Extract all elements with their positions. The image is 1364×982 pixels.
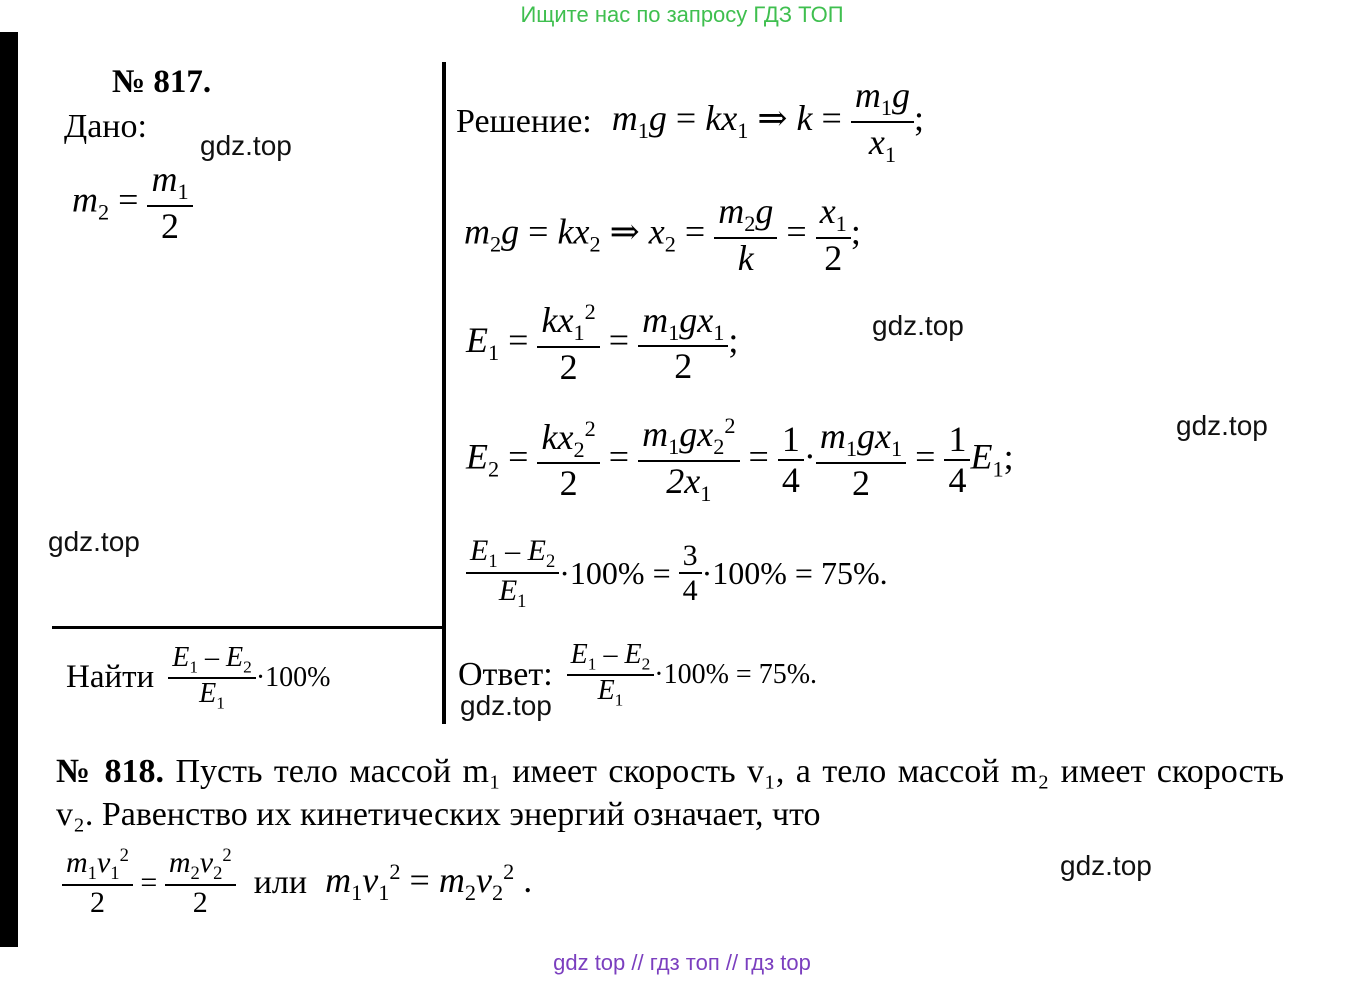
- find-label: Найти: [66, 659, 155, 696]
- percent-line-suffix: ·100% = 75%.: [701, 554, 888, 591]
- watermark-3: gdz.top: [1176, 410, 1268, 441]
- problem-818-text: Пусть тело массой m₁ имеет скорость v₁, а тело массой m₂ имеет скорость v₂. Равенство их кинетических энергий означает, что: [56, 753, 1284, 833]
- vertical-divider: [442, 62, 446, 724]
- problem-818-equation: $\frac{m_1v_1^2}{2}$ = $\frac{m_2v_2^2}{2}$ или $m_1v_1^2 = m_2v_2^2$ .: [62, 846, 532, 919]
- solution-line-4: $E_2$ = $\frac{kx_2^2}{2}$ = $\frac{m_1gx_2^2}{2x_1}$ = $\frac{1}{4}$ · $\frac{m_1gx_1}{2}$ = $\frac{1}{4}$ $E_1$;: [466, 413, 1014, 506]
- top-banner: Ищите нас по запросу ГДЗ ТОП: [520, 2, 844, 27]
- scan-edge: [0, 32, 18, 947]
- problem-818-number: № 818.: [56, 753, 165, 790]
- solution-line-3: $E_1$ = $\frac{kx_1^2}{2}$ = $\frac{m_1gx_1}{2}$ ;: [466, 299, 739, 387]
- problem-817-number: № 817.: [112, 64, 212, 100]
- find-row: [66, 643, 330, 712]
- watermark-1: gdz.top: [200, 130, 292, 161]
- bottom-banner: gdz top // гдз топ // гдз top: [553, 950, 811, 975]
- watermark-2: gdz.top: [872, 310, 964, 341]
- solution-line-5: $\frac{E_1 - E_2}{E_1}$ ·100% = $\frac{3}{4}$ ·100% = 75%.: [466, 534, 888, 613]
- find-fraction: $\frac{E_1 - E_2}{E_1}$: [168, 643, 256, 712]
- answer-label: Ответ:: [458, 655, 553, 693]
- answer-suffix: ·100% = 75%.: [654, 658, 818, 690]
- horizontal-divider: [52, 626, 444, 629]
- given-label: Дано:: [64, 108, 147, 145]
- solution-line-2: $m_2g = kx_2$ ⇒ $x_2$ = $\frac{m_2g}{k}$ = $\frac{x_1}{2}$ ;: [464, 191, 861, 278]
- conj-word: или: [253, 863, 308, 901]
- watermark-5: gdz.top: [460, 690, 552, 721]
- watermark-6: gdz.top: [1060, 850, 1152, 881]
- find-suffix: ·100%: [255, 661, 331, 693]
- given-equation: $m_2$ = $\frac{m_1}{2}$: [72, 160, 193, 246]
- problem-818-paragraph: [56, 750, 1284, 836]
- answer-row: Ответ: $\frac{E_1 - E_2}{E_1}$ ·100% = 75%.: [458, 639, 818, 710]
- solution-label: Решение:: [456, 102, 592, 140]
- watermark-4: gdz.top: [48, 526, 140, 557]
- solution-line-1: Решение: $m_1g = kx_1$ ⇒ k = $\frac{m_1g}{x_1}$ ;: [456, 75, 924, 167]
